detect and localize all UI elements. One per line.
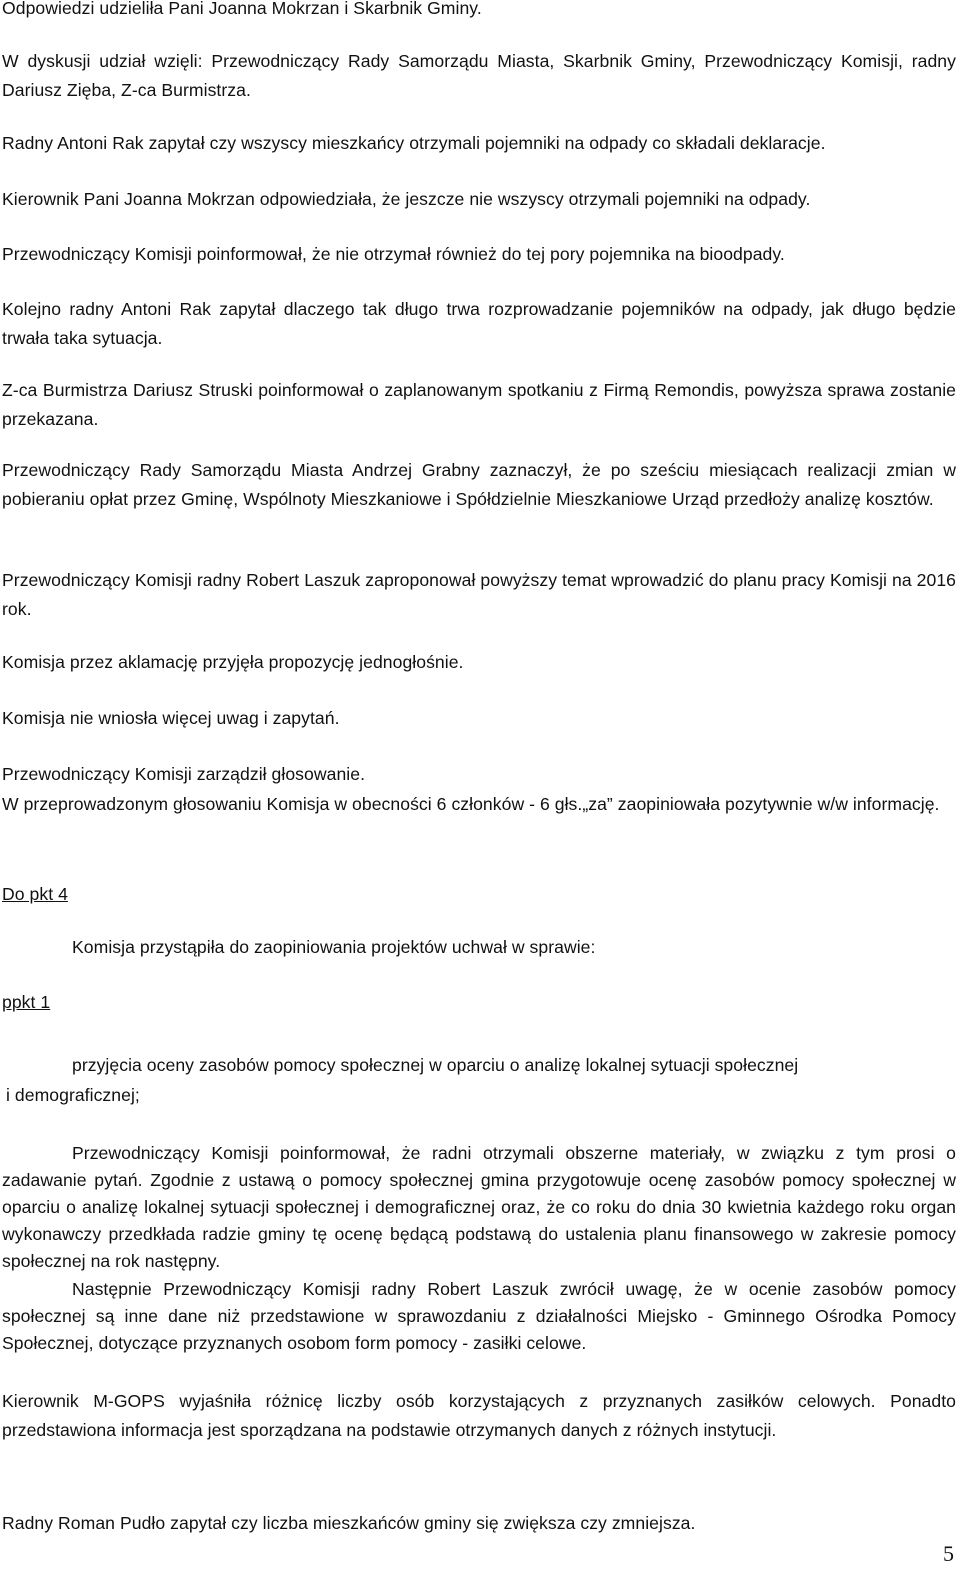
paragraph-laszuk-remark: Następnie Przewodniczący Komisji radny Robert Laszuk zwrócił uwagę, że w ocenie zasobów pomocy społecznej są inne dane niż przedstawione w sprawozdaniu z działalności Miejsko - Gminnego Ośrodka Pomocy Społecznej, dotyczące przyznanych osobom form pomocy - zasiłki celowe. — [2, 1279, 956, 1353]
paragraph-commission-opinion: Komisja przystąpiła do zaopiniowania projektów uchwał w sprawie: — [72, 937, 596, 957]
paragraph-vote-result: W przeprowadzonym głosowaniu Komisja w obecności 6 członków - 6 głs.„za” zaopiniowała pozytywnie w/w informację. — [2, 794, 940, 814]
paragraph-vote-ordered: Przewodniczący Komisji zarządził głosowanie. — [2, 764, 366, 784]
paragraph-grabny: Przewodniczący Rady Samorządu Miasta Andrzej Grabny zaznaczył, że po sześciu miesiącach realizacji zmian w pobieraniu opłat przez Gminę, Wspólnoty Mieszkaniowe i Spółdzielnie Mieszkaniowe Urząd przedłoży analizę kosztów. — [2, 460, 956, 509]
paragraph-discussion: W dyskusji udział wzięli: Przewodniczący Rady Samorządu Miasta, Skarbnik Gminy, Przewodniczący Komisji, radny Dariusz Zięba, Z-ca Burmistrza. — [2, 51, 956, 100]
page-number: 5 — [943, 1541, 954, 1566]
paragraph-resolution-subject: przyjęcia oceny zasobów pomocy społecznej w oparciu o analizę lokalnej sytuacji społecznej — [72, 1055, 799, 1075]
paragraph-acclamation: Komisja przez aklamację przyjęła propozycję jednogłośnie. — [2, 652, 464, 672]
paragraph-materials: Przewodniczący Komisji poinformował, że radni otrzymali obszerne materiały, w związku z tym prosi o zadawanie pytań. Zgodnie z ustawą o pomocy społecznej gmina przygotowuje ocenę zasobów pomocy społecznej w oparciu o analizę lokalnej sytuacji społecznej i demograficznej oraz, że co roku do dnia 30 kwietnia każdego roku organ wykonawczy przedkłada radzie gminy tę ocenę będącą podstawą do ustalenia planu finansowego w zakresie pomocy społecznej na rok następny. — [2, 1143, 956, 1271]
section-heading-ppkt1 — [2, 988, 956, 1017]
paragraph-no-remarks: Komisja nie wniosła więcej uwag i zapytań. — [2, 708, 340, 728]
paragraph-struski: Z-ca Burmistrza Dariusz Struski poinformował o zaplanowanym spotkaniu z Firmą Remondis, powyższa sprawa zostanie przekazana. — [2, 380, 956, 429]
paragraph-chair-bioodpady: Przewodniczący Komisji poinformował, że nie otrzymał również do tej pory pojemnika na bioodpady. — [2, 244, 785, 264]
paragraph-resolution-subject-cont: i demograficznej; — [6, 1085, 140, 1105]
paragraph-mgops-explanation: Kierownik M-GOPS wyjaśniła różnicę liczby osób korzystających z przyznanych zasiłków celowych. Ponadto przedstawiona informacja jest sporządzana na podstawie otrzymanych danych z różnych instytucji. — [2, 1391, 956, 1440]
paragraph-laszuk-proposal: Przewodniczący Komisji radny Robert Laszuk zaproponował powyższy temat wprowadzić do planu pracy Komisji na 2016 rok. — [2, 570, 956, 619]
paragraph-pudlo-question: Radny Roman Pudło zapytał czy liczba mieszkańców gminy się zwiększa czy zmniejsza. — [2, 1513, 696, 1533]
paragraph-rak-followup: Kolejno radny Antoni Rak zapytał dlaczego tak długo trwa rozprowadzanie pojemników na odpady, jak długo będzie trwała taka sytuacja. — [2, 299, 956, 348]
section-heading-pkt4 — [2, 880, 956, 909]
heading-ppkt1-text: ppkt 1 — [2, 992, 51, 1012]
paragraph-mokrzan-answer: Kierownik Pani Joanna Mokrzan odpowiedziała, że jeszcze nie wszyscy otrzymali pojemniki na odpady. — [2, 189, 811, 209]
paragraph-answers: Odpowiedzi udzieliła Pani Joanna Mokrzan i Skarbnik Gminy. — [2, 0, 482, 18]
heading-pkt4-text: Do pkt 4 — [2, 884, 68, 904]
paragraph-rak-question: Radny Antoni Rak zapytał czy wszyscy mieszkańcy otrzymali pojemniki na odpady co składali deklaracje. — [2, 133, 826, 153]
